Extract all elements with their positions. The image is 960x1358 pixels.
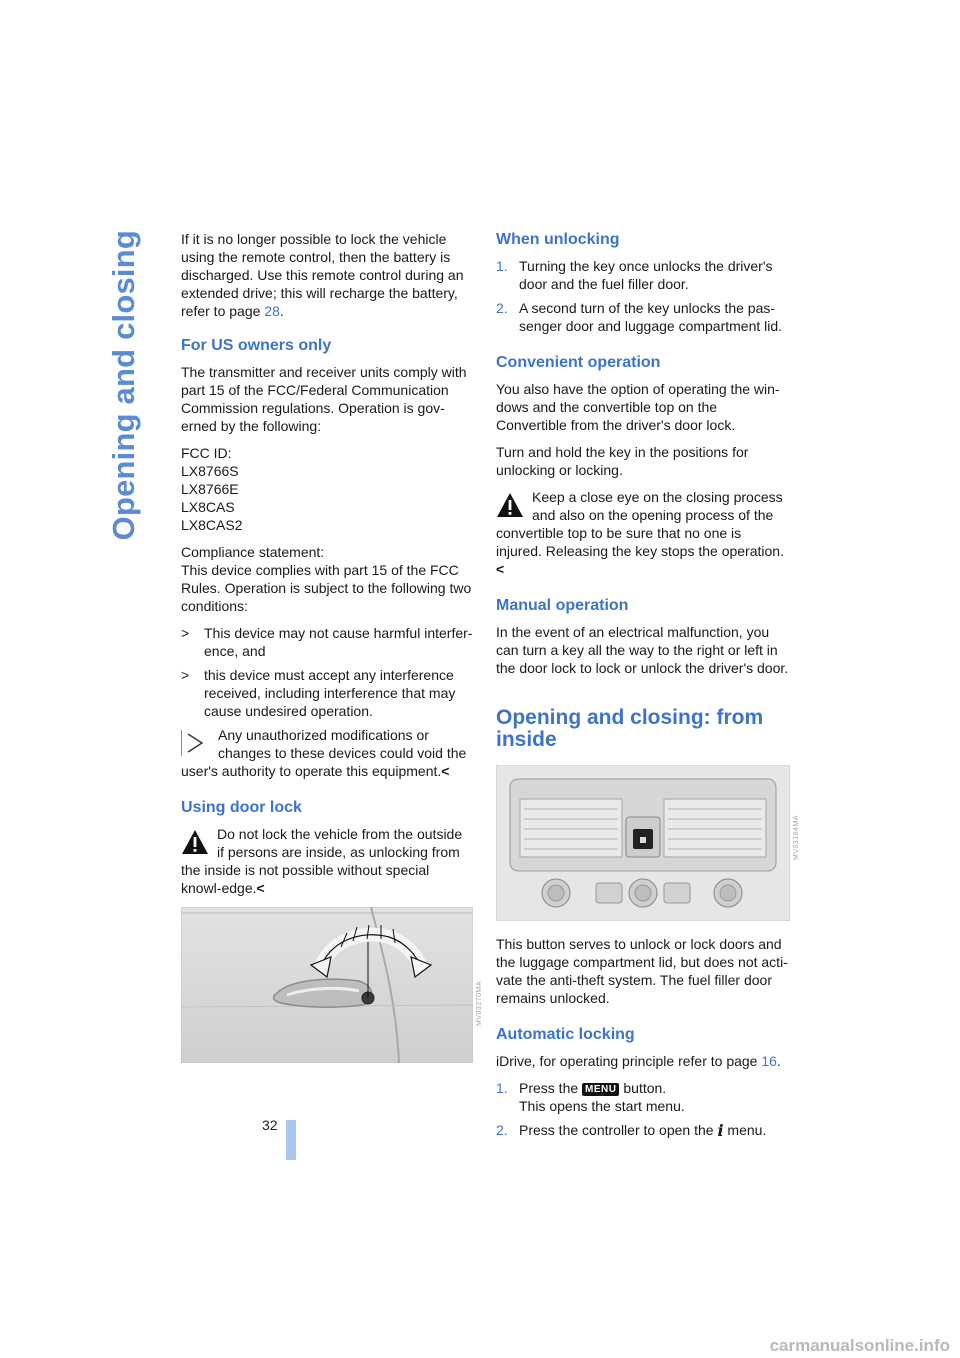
figure-code: MV03270MA (476, 981, 483, 1026)
note-triangle-icon (181, 730, 210, 756)
us-owners-paragraph: The transmitter and receiver units comply with part 15 of the FCC/Federal Communication Commission regulations. Operation is gov-erned by the following: (181, 364, 467, 434)
right-column (496, 230, 800, 1145)
fcc-id: LX8CAS (181, 499, 235, 515)
footer-watermark: carmanualsonline.info (769, 1336, 950, 1355)
page-link-28[interactable]: 28 (264, 303, 280, 319)
inside-section-heading: Opening and closing: from inside (496, 706, 764, 751)
figure-code: MV03184MA (793, 815, 800, 860)
fcc-id: LX8CAS2 (181, 517, 243, 533)
door-lock-heading: Using door lock (181, 799, 302, 816)
page-marker-bar (286, 1120, 296, 1160)
intro-paragraph: If it is no longer possible to lock the vehicle using the remote control, then the battery is discharged. Use this remote control during an extended drive; this will recharge the battery, refer to page 28. (181, 231, 464, 319)
manual-operation-heading: Manual operation (496, 597, 629, 614)
warning-persons-inside: Do not lock the vehicle from the outside if persons are inside, as unlocking from the inside is not possible without special knowl-edge.< (181, 826, 463, 896)
page-number: 32 (262, 1117, 278, 1133)
automatic-locking-heading: Automatic locking (496, 1026, 635, 1043)
warning-icon (496, 492, 524, 518)
fcc-id: LX8766E (181, 481, 239, 497)
list-item: 1. Press the MENU button. This opens the start menu. (496, 1080, 685, 1114)
list-item: 2. Press the controller to open the i menu. (496, 1121, 767, 1140)
list-item: 2. A second turn of the key unlocks the pas-senger door and luggage compartment lid. (496, 300, 783, 334)
list-item: > This device may not cause harmful interfer-ence, and (181, 625, 473, 659)
list-item: 1. Turning the key once unlocks the driver's door and the fuel filler door. (496, 258, 773, 292)
door-handle-image (181, 907, 473, 1063)
menu-button-icon: MENU (582, 1083, 619, 1096)
warning-icon (181, 829, 209, 855)
when-unlocking-heading: When unlocking (496, 231, 620, 248)
note-modifications: Any unauthorized modifications or changes to these devices could void the user's authority to operate this equipment.< (181, 727, 467, 779)
page-link-16[interactable]: 16 (761, 1053, 777, 1069)
inside-para: This button serves to unlock or lock doors and the luggage compartment lid, but does not acti-vate the anti-theft system. The fuel filler door remains unlocked. (496, 936, 788, 1006)
manual-para: In the event of an electrical malfunction, you can turn a key all the way to the right or left in the door lock to lock or unlock the driver's door. (496, 624, 789, 676)
auto-para: iDrive, for operating principle refer to page 16. (496, 1053, 781, 1069)
info-icon: i (717, 1121, 724, 1140)
convenient-para-1: You also have the option of operating the win-dows and the convertible top on the Convertible from the driver's door lock. (496, 381, 780, 433)
convenient-operation-heading: Convenient operation (496, 354, 661, 371)
warning-convertible-top: Keep a close eye on the closing process and also on the opening process of the convertible top to be sure that no one is injured. Releasing the key stops the operation.< (496, 489, 784, 577)
list-item: > this device must accept any interference received, including interference that may cause undesired operation. (181, 667, 456, 719)
compliance-statement: Compliance statement: This device complies with part 15 of the FCC Rules. Operation is subject to the following two conditions: (181, 544, 472, 614)
center-console-image (496, 765, 790, 921)
fcc-id: LX8766S (181, 463, 239, 479)
fcc-id-block: FCC ID: LX8766S LX8766E LX8CAS LX8CAS2 (181, 445, 243, 533)
left-column (181, 230, 483, 1063)
convenient-para-2: Turn and hold the key in the positions for unlocking or locking. (496, 444, 749, 478)
us-owners-heading: For US owners only (181, 337, 332, 354)
door-handle-illustration (181, 907, 483, 1063)
side-chapter-title: Opening and closing (106, 230, 141, 541)
center-console-illustration (496, 765, 800, 921)
